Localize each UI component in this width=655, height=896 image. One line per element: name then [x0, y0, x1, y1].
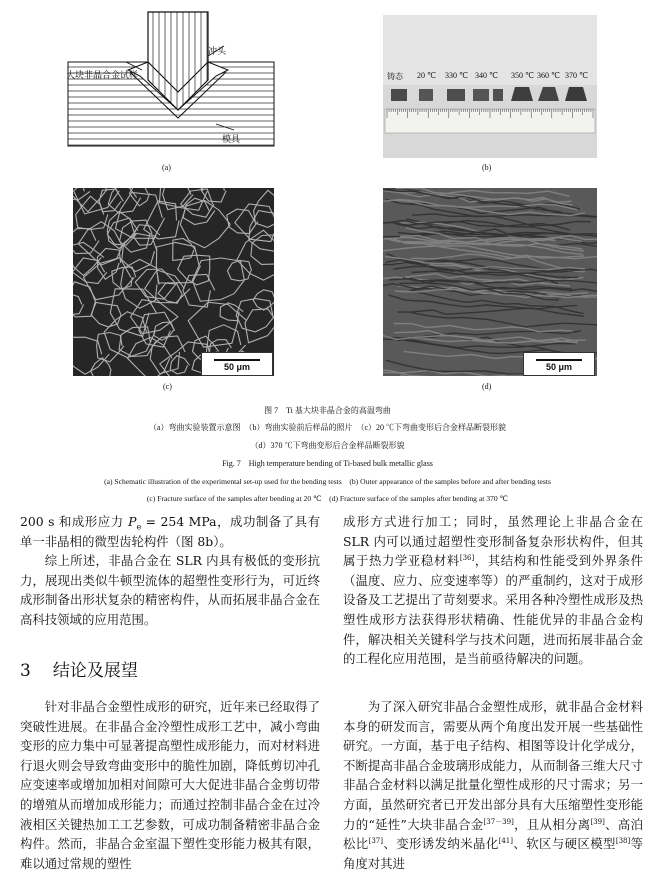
right-column [343, 512, 643, 669]
left-column [20, 512, 320, 630]
sample-label-360: 360 ℃ [537, 71, 560, 80]
sample-photo [383, 15, 597, 158]
panel-c-label: (c) [163, 382, 172, 391]
left-column-body [20, 697, 320, 873]
paragraph: 200 s 和成形应力 $P_e = 254$ MPa，成功制备了具有单一非晶相的微型齿轮构件（图 8b）。 [20, 514, 321, 549]
caption-en-title: Fig. 7 High temperature bending of Ti-based bulk metallic glass [222, 459, 433, 468]
section-title: 结论及展望 [52, 661, 138, 681]
sample-callout: 大块非晶合金试样 [66, 70, 139, 80]
caption-en-line2: (c) Fracture surface of the samples after bending at 20 ℃ (d) Fracture surface of the samples after bending at 370 ℃ [146, 494, 509, 503]
caption-cn-title: 图 7 Ti 基大块非晶合金的高温弯曲 [264, 406, 391, 415]
sem-image-vein [383, 188, 597, 376]
caption-cn-line1: （a）弯曲实验装置示意图 （b）弯曲实验前后样品的照片 （c）20 ℃下弯曲变形后合金样品断裂形貌 [148, 423, 507, 432]
panel-a-label: (a) [162, 163, 171, 172]
paragraph: 成形方式进行加工；同时，虽然理论上非晶合金在 SLR 内可以通过超塑性变形制备复杂形状构件，但其属于热力学亚稳材料[36]，其结构和性能受到外界条件（温度、应力、应变速率等）的严重制约，这对于成形设备及工艺提出了苛刻要求。采用各种冷塑性成形及热塑性成形方法获得形状精确、性能优异的非晶合金构件，解决相关关键科学与技术问题，进而拓展非晶合金的工程化应用范围，是当前亟待解决的问题。 [343, 514, 644, 667]
paragraph: 针对非晶合金塑性成形的研究，近年来已经取得了突破性进展。在非晶合金冷塑性成形工艺中，减小弯曲变形的应力集中可显著提高塑性成形能力，而对材料进行退火则会导致弯曲变形中的脆性加剧，降低剪切冲孔应变速率或增加加相对间隙可大大促进非晶合金剪切带的增殖从而增加成形能力；而通过控制非晶合金在过冷液相区关键热加工工艺参数，可成功制备精密非晶合金构件。然而，非晶合金室温下塑性变形能力极其有限，难以通过常规的塑性 [20, 699, 320, 871]
figure-7b-photo [383, 15, 597, 158]
sample-label-340: 340 ℃ [475, 71, 498, 80]
die-callout: 模具 [222, 134, 241, 144]
panel-d-label: (d) [482, 382, 492, 391]
section-number: 3 [20, 661, 31, 681]
sample-label-330: 330 ℃ [445, 71, 468, 80]
paragraph: 综上所述，非晶合金在 SLR 内具有极低的变形抗力，展现出类似牛顿型流体的超塑性变形行为，可近终成形制备出形状复杂的精密构件，从而拓展非晶合金在高科技领域的应用范围。 [20, 553, 320, 627]
section-heading [20, 656, 138, 681]
caption-en-line1: (a) Schematic illustration of the experimental set-up used for the bending tests (b) Outer appearance of the samples before and after bending tests [104, 477, 551, 486]
sample-label-370: 370 ℃ [565, 71, 588, 80]
scale-bar-d: 50 μm [523, 352, 595, 376]
figure-7c-sem [73, 188, 274, 376]
sample-label-350: 350 ℃ [511, 71, 534, 80]
sem-image-dimple [73, 188, 274, 376]
right-column-body [343, 697, 643, 873]
paragraph: 为了深入研究非晶合金塑性成形，就非晶合金材料本身的研发而言，需要从两个角度出发开展一些基础性研究。一方面，基于电子结构、相图等设计化学成分，不断提高非晶合金玻璃形成能力，从而制备三维大尺寸非晶合金材料以满足批量化塑性成形的尺寸需求；另一方面，虽然研究者已开发出部分具有大压缩塑性变形能力的“延性”大块非晶合金[37－39]，且从相分离[39]、高泊松比[37]、变形诱发纳米晶化[41]、软区与硬区模型[38]等角度对其进 [343, 699, 644, 871]
scale-bar-c: 50 μm [201, 352, 273, 376]
punch-callout: 冲头 [208, 46, 227, 56]
caption-cn-line2: （d）370 ℃下弯曲变形后合金样品断裂形貌 [250, 441, 405, 450]
bending-setup-diagram [66, 10, 276, 158]
panel-b-label: (b) [482, 163, 492, 172]
sample-label-cast: 铸态 [387, 72, 403, 81]
figure-7a-schematic [66, 10, 276, 158]
figure-7d-sem [383, 188, 597, 376]
sample-label-20: 20 ℃ [417, 71, 436, 80]
